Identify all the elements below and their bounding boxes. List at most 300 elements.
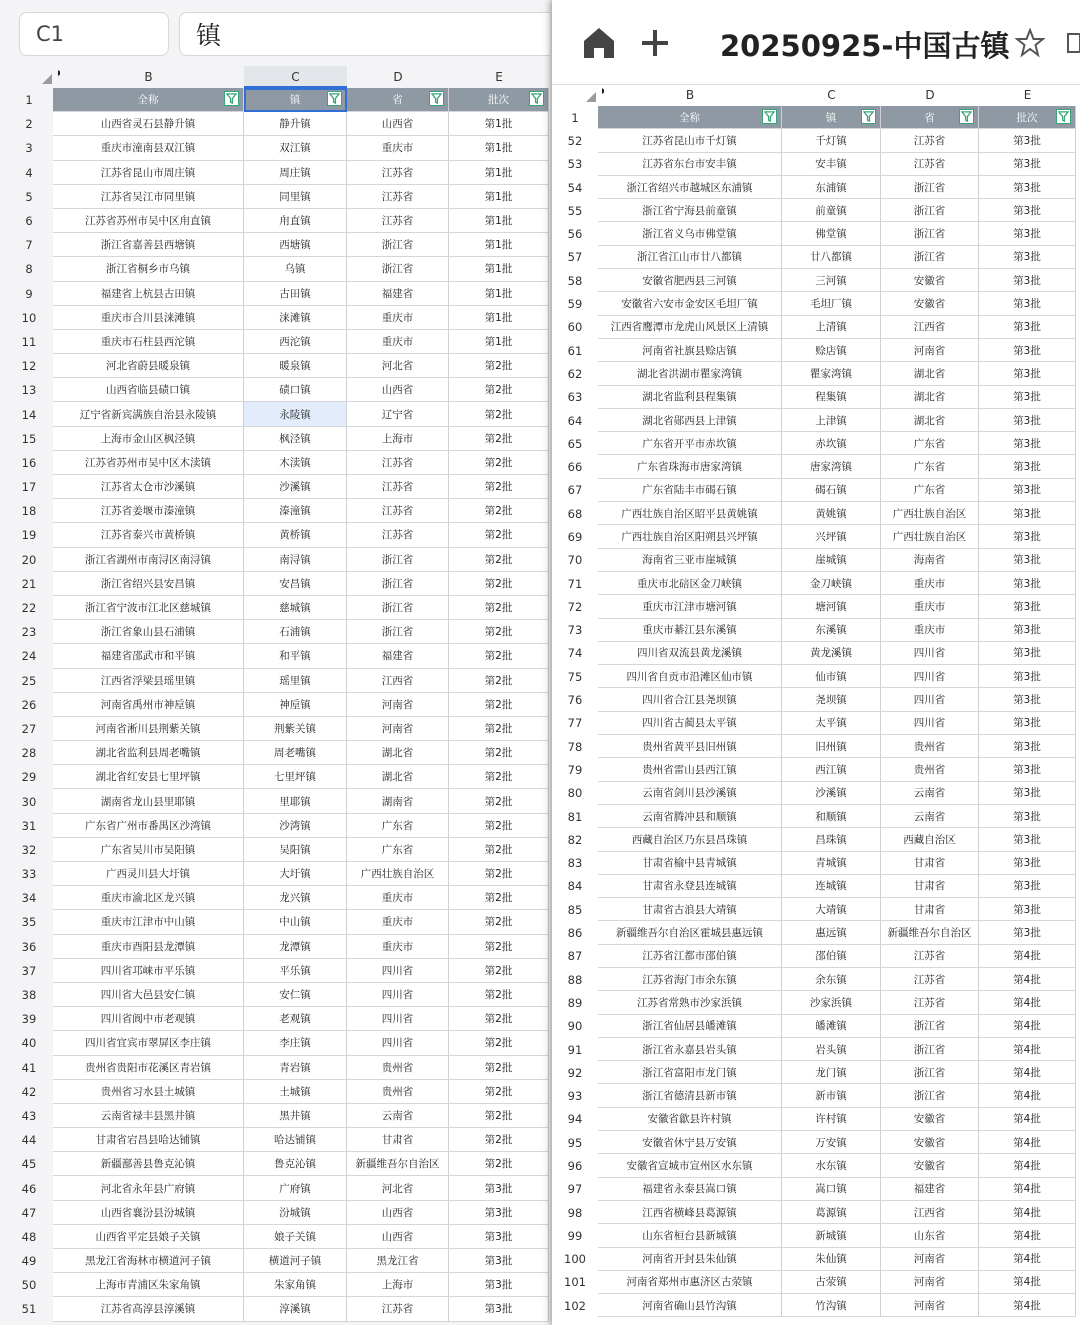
- formula-bar[interactable]: 镇: [179, 12, 550, 56]
- table-cell[interactable]: 上海市: [347, 1273, 449, 1297]
- table-cell[interactable]: 四川省宜宾市翠屏区李庄镇: [53, 1031, 244, 1055]
- row-number[interactable]: 24: [21, 649, 37, 664]
- table-cell[interactable]: 广东省广州市番禺区沙湾镇: [53, 814, 244, 838]
- table-cell[interactable]: 沙湾镇: [244, 814, 347, 838]
- table-cell[interactable]: 第2批: [449, 451, 549, 475]
- row-number[interactable]: 13: [21, 383, 37, 398]
- table-cell[interactable]: 广西壮族自治区: [881, 525, 979, 548]
- filter-button[interactable]: [861, 109, 876, 124]
- table-cell[interactable]: 浙江省: [347, 257, 449, 281]
- table-cell[interactable]: 河南省: [881, 339, 979, 362]
- table-cell[interactable]: 安徽省: [881, 1154, 979, 1177]
- table-cell[interactable]: 广东省: [881, 432, 979, 455]
- row-number[interactable]: 74: [567, 646, 583, 661]
- table-cell[interactable]: 第1批: [449, 209, 549, 233]
- table-cell[interactable]: 荆紫关镇: [244, 717, 347, 741]
- row-number[interactable]: 35: [21, 915, 37, 930]
- table-cell[interactable]: 第2批: [449, 548, 549, 572]
- table-cell[interactable]: 四川省: [881, 712, 979, 735]
- table-cell[interactable]: 安徽省六安市金安区毛坦厂镇: [598, 292, 782, 315]
- table-cell[interactable]: 暖泉镇: [244, 354, 347, 378]
- filter-button[interactable]: [327, 91, 342, 106]
- table-cell[interactable]: 慈城镇: [244, 596, 347, 620]
- table-cell[interactable]: 浙江省仙居县皤滩镇: [598, 1015, 782, 1038]
- table-cell[interactable]: 尧坝镇: [782, 688, 881, 711]
- table-cell[interactable]: 辽宁省新宾满族自治县永陵镇: [53, 402, 244, 426]
- row-number[interactable]: 79: [567, 762, 583, 777]
- table-cell[interactable]: 佛堂镇: [782, 222, 881, 245]
- row-number[interactable]: 41: [21, 1060, 37, 1075]
- table-cell[interactable]: 第3批: [449, 1297, 549, 1321]
- table-cell[interactable]: 上清镇: [782, 316, 881, 339]
- table-cell[interactable]: 海南省: [881, 549, 979, 572]
- table-cell[interactable]: 安徽省肥西县三河镇: [598, 269, 782, 292]
- table-cell[interactable]: 四川省: [347, 1031, 449, 1055]
- row-number[interactable]: 22: [21, 601, 37, 616]
- table-cell[interactable]: 新城镇: [782, 1224, 881, 1247]
- table-cell[interactable]: 贵州省: [881, 758, 979, 781]
- table-cell[interactable]: 第2批: [449, 959, 549, 983]
- table-cell[interactable]: 浙江省江山市廿八都镇: [598, 246, 782, 269]
- table-cell[interactable]: 第2批: [449, 1104, 549, 1128]
- table-cell[interactable]: 西藏自治区: [881, 828, 979, 851]
- table-cell[interactable]: 第4批: [979, 1178, 1076, 1201]
- table-cell[interactable]: 贵州省: [881, 735, 979, 758]
- table-cell[interactable]: 第3批: [979, 455, 1076, 478]
- table-cell[interactable]: 云南省剑川县沙溪镇: [598, 782, 782, 805]
- row-number[interactable]: 60: [567, 320, 583, 335]
- row-number[interactable]: 57: [567, 250, 583, 265]
- column-header-D[interactable]: D: [925, 88, 935, 102]
- table-cell[interactable]: 第2批: [449, 1128, 549, 1152]
- table-cell[interactable]: 重庆市: [347, 886, 449, 910]
- table-cell[interactable]: 四川省邛崃市平乐镇: [53, 959, 244, 983]
- filter-button[interactable]: [1056, 109, 1071, 124]
- table-cell[interactable]: 广东省吴川市吴阳镇: [53, 838, 244, 862]
- row-number[interactable]: 4: [25, 165, 33, 180]
- table-cell[interactable]: 程集镇: [782, 386, 881, 409]
- table-cell[interactable]: 浙江省义乌市佛堂镇: [598, 222, 782, 245]
- row-number[interactable]: 33: [21, 867, 37, 882]
- table-cell[interactable]: 第3批: [449, 1176, 549, 1200]
- row-number[interactable]: 40: [21, 1036, 37, 1051]
- table-cell[interactable]: 唐家湾镇: [782, 455, 881, 478]
- row-number[interactable]: 23: [21, 625, 37, 640]
- row-number[interactable]: 20: [21, 552, 37, 567]
- table-cell[interactable]: 塘河镇: [782, 595, 881, 618]
- row-number[interactable]: 86: [567, 926, 583, 941]
- table-cell[interactable]: 江苏省常熟市沙家浜镇: [598, 991, 782, 1014]
- row-number[interactable]: 87: [567, 949, 583, 964]
- row-number[interactable]: 14: [21, 407, 37, 422]
- table-cell[interactable]: 安丰镇: [782, 153, 881, 176]
- table-cell[interactable]: 第2批: [449, 789, 549, 813]
- table-cell[interactable]: 中山镇: [244, 910, 347, 934]
- table-cell[interactable]: 江苏省: [881, 991, 979, 1014]
- table-cell[interactable]: 江苏省昆山市周庄镇: [53, 161, 244, 185]
- table-cell[interactable]: 第2批: [449, 378, 549, 402]
- table-cell[interactable]: 山西省: [347, 1225, 449, 1249]
- table-cell[interactable]: 老观镇: [244, 1007, 347, 1031]
- table-cell[interactable]: 江苏省海门市余东镇: [598, 968, 782, 991]
- table-cell[interactable]: 广府镇: [244, 1176, 347, 1200]
- row-number[interactable]: 47: [21, 1205, 37, 1220]
- table-cell[interactable]: 河南省社旗县赊店镇: [598, 339, 782, 362]
- table-cell[interactable]: 河北省: [347, 354, 449, 378]
- header-cell[interactable]: [53, 88, 244, 112]
- table-cell[interactable]: 石浦镇: [244, 620, 347, 644]
- table-cell[interactable]: 重庆市石柱县西沱镇: [53, 330, 244, 354]
- table-cell[interactable]: 汾城镇: [244, 1201, 347, 1225]
- table-cell[interactable]: 广东省珠海市唐家湾镇: [598, 455, 782, 478]
- table-cell[interactable]: 第2批: [449, 620, 549, 644]
- table-cell[interactable]: 第3批: [979, 619, 1076, 642]
- table-cell[interactable]: 广西灵川县大圩镇: [53, 862, 244, 886]
- table-cell[interactable]: 河南省: [347, 717, 449, 741]
- table-cell[interactable]: 四川省合江县尧坝镇: [598, 688, 782, 711]
- table-cell[interactable]: 湖北省: [881, 386, 979, 409]
- row-number[interactable]: 5: [25, 189, 33, 204]
- table-cell[interactable]: 湖北省郧西县上津镇: [598, 409, 782, 432]
- table-cell[interactable]: 赤坎镇: [782, 432, 881, 455]
- table-cell[interactable]: 第2批: [449, 765, 549, 789]
- row-number[interactable]: 64: [567, 413, 583, 428]
- table-cell[interactable]: 第3批: [979, 269, 1076, 292]
- table-cell[interactable]: 重庆市潼南县双江镇: [53, 136, 244, 160]
- table-cell[interactable]: 浙江省绍兴市越城区东浦镇: [598, 176, 782, 199]
- filter-button[interactable]: [529, 91, 544, 106]
- table-cell[interactable]: 甘肃省古浪县大靖镇: [598, 898, 782, 921]
- table-cell[interactable]: 沙家浜镇: [782, 991, 881, 1014]
- table-cell[interactable]: 上津镇: [782, 409, 881, 432]
- header-cell[interactable]: [347, 88, 449, 112]
- table-cell[interactable]: 西塘镇: [244, 233, 347, 257]
- row-number[interactable]: 63: [567, 390, 583, 405]
- table-cell[interactable]: 云南省: [347, 1104, 449, 1128]
- table-cell[interactable]: 广东省陆丰市碣石镇: [598, 479, 782, 502]
- table-cell[interactable]: 浙江省嘉善县西塘镇: [53, 233, 244, 257]
- table-cell[interactable]: 浙江省: [881, 246, 979, 269]
- row-number[interactable]: 19: [21, 528, 37, 543]
- table-cell[interactable]: 甪直镇: [244, 209, 347, 233]
- table-cell[interactable]: 第3批: [979, 549, 1076, 572]
- row-number[interactable]: 42: [21, 1084, 37, 1099]
- row-number[interactable]: 68: [567, 506, 583, 521]
- table-cell[interactable]: 四川省双流县黄龙溪镇: [598, 642, 782, 665]
- table-cell[interactable]: 旧州镇: [782, 735, 881, 758]
- table-cell[interactable]: 重庆市: [347, 935, 449, 959]
- row-number[interactable]: 6: [25, 214, 33, 229]
- row-number[interactable]: 99: [567, 1228, 583, 1243]
- table-cell[interactable]: 第2批: [449, 523, 549, 547]
- table-cell[interactable]: 第3批: [979, 688, 1076, 711]
- table-cell[interactable]: 安昌镇: [244, 572, 347, 596]
- table-cell[interactable]: 朱家角镇: [244, 1273, 347, 1297]
- table-cell[interactable]: 第3批: [979, 316, 1076, 339]
- row-number[interactable]: 7: [25, 238, 33, 253]
- table-cell[interactable]: 和顺镇: [782, 805, 881, 828]
- table-cell[interactable]: 四川省自贡市沿滩区仙市镇: [598, 665, 782, 688]
- table-cell[interactable]: 江苏省苏州市吴中区木渎镇: [53, 451, 244, 475]
- table-cell[interactable]: 第2批: [449, 862, 549, 886]
- table-cell[interactable]: 第1批: [449, 306, 549, 330]
- row-number[interactable]: 97: [567, 1182, 583, 1197]
- row-number[interactable]: 94: [567, 1112, 583, 1127]
- table-cell[interactable]: 第2批: [449, 1080, 549, 1104]
- table-cell[interactable]: 湖南省: [347, 789, 449, 813]
- row-number[interactable]: 38: [21, 988, 37, 1003]
- table-cell[interactable]: 安仁镇: [244, 983, 347, 1007]
- table-cell[interactable]: 甘肃省永登县连城镇: [598, 875, 782, 898]
- table-cell[interactable]: 黑龙江省海林市横道河子镇: [53, 1249, 244, 1273]
- table-cell[interactable]: 河南省: [881, 1248, 979, 1271]
- row-number[interactable]: 10: [21, 310, 37, 325]
- row-number[interactable]: 72: [567, 599, 583, 614]
- header-cell[interactable]: [598, 106, 782, 129]
- table-cell[interactable]: 古荥镇: [782, 1271, 881, 1294]
- table-cell[interactable]: 第3批: [979, 805, 1076, 828]
- table-cell[interactable]: 山西省: [347, 1201, 449, 1225]
- table-cell[interactable]: 山西省襄汾县汾城镇: [53, 1201, 244, 1225]
- table-cell[interactable]: 福建省: [881, 1178, 979, 1201]
- table-cell[interactable]: 浙江省桐乡市乌镇: [53, 257, 244, 281]
- table-cell[interactable]: 浙江省: [881, 1038, 979, 1061]
- table-cell[interactable]: 甘肃省榆中县青城镇: [598, 852, 782, 875]
- table-cell[interactable]: 福建省永泰县嵩口镇: [598, 1178, 782, 1201]
- table-cell[interactable]: 江苏省: [347, 1297, 449, 1321]
- table-cell[interactable]: 第3批: [979, 432, 1076, 455]
- table-cell[interactable]: 第4批: [979, 1084, 1076, 1107]
- table-cell[interactable]: 重庆市渝北区龙兴镇: [53, 886, 244, 910]
- table-cell[interactable]: 河北省蔚县暖泉镇: [53, 354, 244, 378]
- table-cell[interactable]: 第3批: [979, 525, 1076, 548]
- table-cell[interactable]: 河南省禹州市神垕镇: [53, 693, 244, 717]
- table-cell[interactable]: 安徽省休宁县万安镇: [598, 1131, 782, 1154]
- table-cell[interactable]: 重庆市: [881, 595, 979, 618]
- table-cell[interactable]: 江苏省: [347, 475, 449, 499]
- row-number[interactable]: 16: [21, 455, 37, 470]
- table-cell[interactable]: 第1批: [449, 112, 549, 136]
- header-cell[interactable]: [979, 106, 1076, 129]
- table-cell[interactable]: 四川省: [881, 642, 979, 665]
- row-number[interactable]: 62: [567, 366, 583, 381]
- table-cell[interactable]: 第1批: [449, 161, 549, 185]
- table-cell[interactable]: 周老嘴镇: [244, 741, 347, 765]
- table-cell[interactable]: 静升镇: [244, 112, 347, 136]
- row-number[interactable]: 67: [567, 483, 583, 498]
- table-cell[interactable]: 和平镇: [244, 644, 347, 668]
- row-number[interactable]: 28: [21, 746, 37, 761]
- row-number[interactable]: 54: [567, 180, 583, 195]
- table-cell[interactable]: 第4批: [979, 991, 1076, 1014]
- row-number[interactable]: 100: [564, 1252, 586, 1267]
- table-cell[interactable]: 第3批: [979, 852, 1076, 875]
- table-cell[interactable]: 第2批: [449, 886, 549, 910]
- table-cell[interactable]: 浙江省: [881, 222, 979, 245]
- table-cell[interactable]: 浙江省: [347, 596, 449, 620]
- table-cell[interactable]: 太平镇: [782, 712, 881, 735]
- table-cell[interactable]: 重庆市: [881, 619, 979, 642]
- table-cell[interactable]: 青城镇: [782, 852, 881, 875]
- row-number[interactable]: 37: [21, 963, 37, 978]
- table-cell[interactable]: 毛坦厂镇: [782, 292, 881, 315]
- table-cell[interactable]: 里耶镇: [244, 789, 347, 813]
- row-number[interactable]: 12: [21, 359, 37, 374]
- row-number[interactable]: 69: [567, 529, 583, 544]
- table-cell[interactable]: 甘肃省: [881, 852, 979, 875]
- table-cell[interactable]: 重庆市江津市塘河镇: [598, 595, 782, 618]
- table-cell[interactable]: 浙江省绍兴县安昌镇: [53, 572, 244, 596]
- table-cell[interactable]: 木渎镇: [244, 451, 347, 475]
- table-cell[interactable]: 第3批: [979, 292, 1076, 315]
- row-number[interactable]: 30: [21, 794, 37, 809]
- table-cell[interactable]: 南浔镇: [244, 548, 347, 572]
- table-cell[interactable]: 甘肃省: [881, 875, 979, 898]
- row-number[interactable]: 49: [21, 1254, 37, 1269]
- table-cell[interactable]: 河南省: [881, 1294, 979, 1317]
- row-number[interactable]: 56: [567, 227, 583, 242]
- table-cell[interactable]: 第2批: [449, 669, 549, 693]
- table-cell[interactable]: 第3批: [979, 153, 1076, 176]
- table-cell[interactable]: 第3批: [449, 1225, 549, 1249]
- name-box[interactable]: C1: [19, 12, 169, 56]
- row-number[interactable]: 76: [567, 693, 583, 708]
- table-cell[interactable]: 皤滩镇: [782, 1015, 881, 1038]
- table-cell[interactable]: 广东省: [347, 838, 449, 862]
- table-cell[interactable]: 贵州省雷山县西江镇: [598, 758, 782, 781]
- table-cell[interactable]: 青岩镇: [244, 1056, 347, 1080]
- table-cell[interactable]: 第2批: [449, 983, 549, 1007]
- table-cell[interactable]: 浙江省: [347, 620, 449, 644]
- table-cell[interactable]: 广东省: [347, 814, 449, 838]
- table-cell[interactable]: 江苏省东台市安丰镇: [598, 153, 782, 176]
- table-cell[interactable]: 湖北省: [881, 409, 979, 432]
- table-cell[interactable]: 七里坪镇: [244, 765, 347, 789]
- table-cell[interactable]: 第4批: [979, 1108, 1076, 1131]
- table-cell[interactable]: 第3批: [979, 129, 1076, 152]
- row-number[interactable]: 59: [567, 297, 583, 312]
- row-number[interactable]: 80: [567, 786, 583, 801]
- table-cell[interactable]: 江苏省: [347, 185, 449, 209]
- table-cell[interactable]: 第1批: [449, 233, 549, 257]
- table-cell[interactable]: 四川省大邑县安仁镇: [53, 983, 244, 1007]
- table-cell[interactable]: 惠远镇: [782, 921, 881, 944]
- table-cell[interactable]: 安徽省: [881, 1108, 979, 1131]
- table-cell[interactable]: 浙江省象山县石浦镇: [53, 620, 244, 644]
- table-cell[interactable]: 广西壮族自治区: [347, 862, 449, 886]
- table-cell[interactable]: 第3批: [979, 199, 1076, 222]
- row-number[interactable]: 102: [564, 1298, 586, 1313]
- table-cell[interactable]: 第3批: [979, 222, 1076, 245]
- table-cell[interactable]: 浙江省宁海县前童镇: [598, 199, 782, 222]
- table-cell[interactable]: 河南省: [347, 693, 449, 717]
- table-cell[interactable]: 四川省: [881, 665, 979, 688]
- table-cell[interactable]: 四川省: [347, 1007, 449, 1031]
- table-cell[interactable]: 甘肃省: [881, 898, 979, 921]
- table-cell[interactable]: 第3批: [979, 758, 1076, 781]
- table-cell[interactable]: 辽宁省: [347, 402, 449, 426]
- table-cell[interactable]: 许村镇: [782, 1108, 881, 1131]
- table-cell[interactable]: 余东镇: [782, 968, 881, 991]
- table-cell[interactable]: 第2批: [449, 644, 549, 668]
- row-number[interactable]: 46: [21, 1181, 37, 1196]
- row-number[interactable]: 21: [21, 576, 37, 591]
- table-cell[interactable]: 重庆市合川县涞滩镇: [53, 306, 244, 330]
- header-cell[interactable]: [449, 88, 549, 112]
- table-cell[interactable]: 湖北省: [881, 362, 979, 385]
- table-cell[interactable]: 第2批: [449, 596, 549, 620]
- table-cell[interactable]: 沙溪镇: [244, 475, 347, 499]
- table-cell[interactable]: 第2批: [449, 1152, 549, 1176]
- row-number[interactable]: 9: [25, 286, 33, 301]
- table-cell[interactable]: 甘肃省宕昌县哈达铺镇: [53, 1128, 244, 1152]
- column-header-E[interactable]: E: [495, 70, 503, 84]
- table-cell[interactable]: 重庆市: [347, 330, 449, 354]
- table-cell[interactable]: 第2批: [449, 427, 549, 451]
- table-cell[interactable]: 第4批: [979, 945, 1076, 968]
- table-cell[interactable]: 第2批: [449, 475, 549, 499]
- table-cell[interactable]: 山西省灵石县静升镇: [53, 112, 244, 136]
- header-cell[interactable]: [782, 106, 881, 129]
- table-cell[interactable]: 溱潼镇: [244, 499, 347, 523]
- table-cell[interactable]: 第3批: [979, 735, 1076, 758]
- filter-button[interactable]: [762, 109, 777, 124]
- table-cell[interactable]: 邵伯镇: [782, 945, 881, 968]
- row-number[interactable]: 34: [21, 891, 37, 906]
- table-cell[interactable]: 永陵镇: [244, 402, 347, 426]
- table-cell[interactable]: 江苏省: [881, 153, 979, 176]
- table-cell[interactable]: 平乐镇: [244, 959, 347, 983]
- row-number[interactable]: 58: [567, 273, 583, 288]
- table-cell[interactable]: 周庄镇: [244, 161, 347, 185]
- column-header-D[interactable]: D: [393, 70, 403, 84]
- table-cell[interactable]: 第3批: [449, 1201, 549, 1225]
- table-cell[interactable]: 重庆市酉阳县龙潭镇: [53, 935, 244, 959]
- table-cell[interactable]: 福建省邵武市和平镇: [53, 644, 244, 668]
- table-cell[interactable]: 第3批: [449, 1249, 549, 1273]
- header-cell[interactable]: [244, 88, 347, 112]
- table-cell[interactable]: 黑龙江省: [347, 1249, 449, 1273]
- table-cell[interactable]: 碛口镇: [244, 378, 347, 402]
- table-cell[interactable]: 第3批: [979, 502, 1076, 525]
- table-cell[interactable]: 甘肃省: [347, 1128, 449, 1152]
- table-cell[interactable]: 贵州省贵阳市花溪区青岩镇: [53, 1056, 244, 1080]
- table-cell[interactable]: 河南省开封县朱仙镇: [598, 1248, 782, 1271]
- row-number[interactable]: 91: [567, 1042, 583, 1057]
- row-number[interactable]: 82: [567, 832, 583, 847]
- table-cell[interactable]: 瞿家湾镇: [782, 362, 881, 385]
- table-cell[interactable]: 江苏省: [347, 161, 449, 185]
- table-cell[interactable]: 浙江省: [347, 233, 449, 257]
- table-cell[interactable]: 江西省: [881, 316, 979, 339]
- row-number[interactable]: 90: [567, 1019, 583, 1034]
- table-cell[interactable]: 第4批: [979, 1201, 1076, 1224]
- table-cell[interactable]: 湖北省红安县七里坪镇: [53, 765, 244, 789]
- table-cell[interactable]: 第2批: [449, 402, 549, 426]
- table-cell[interactable]: 河南省淅川县荆紫关镇: [53, 717, 244, 741]
- table-cell[interactable]: 第3批: [979, 572, 1076, 595]
- table-cell[interactable]: 云南省禄丰县黑井镇: [53, 1104, 244, 1128]
- table-cell[interactable]: 湖北省监利县周老嘴镇: [53, 741, 244, 765]
- column-header-C[interactable]: C: [827, 88, 836, 102]
- row-number[interactable]: 55: [567, 203, 583, 218]
- table-cell[interactable]: 江苏省: [347, 451, 449, 475]
- table-cell[interactable]: 安徽省: [881, 1131, 979, 1154]
- table-cell[interactable]: 湖南省龙山县里耶镇: [53, 789, 244, 813]
- table-cell[interactable]: 广西壮族自治区: [881, 502, 979, 525]
- row-number[interactable]: 96: [567, 1159, 583, 1173]
- table-cell[interactable]: 枫泾镇: [244, 427, 347, 451]
